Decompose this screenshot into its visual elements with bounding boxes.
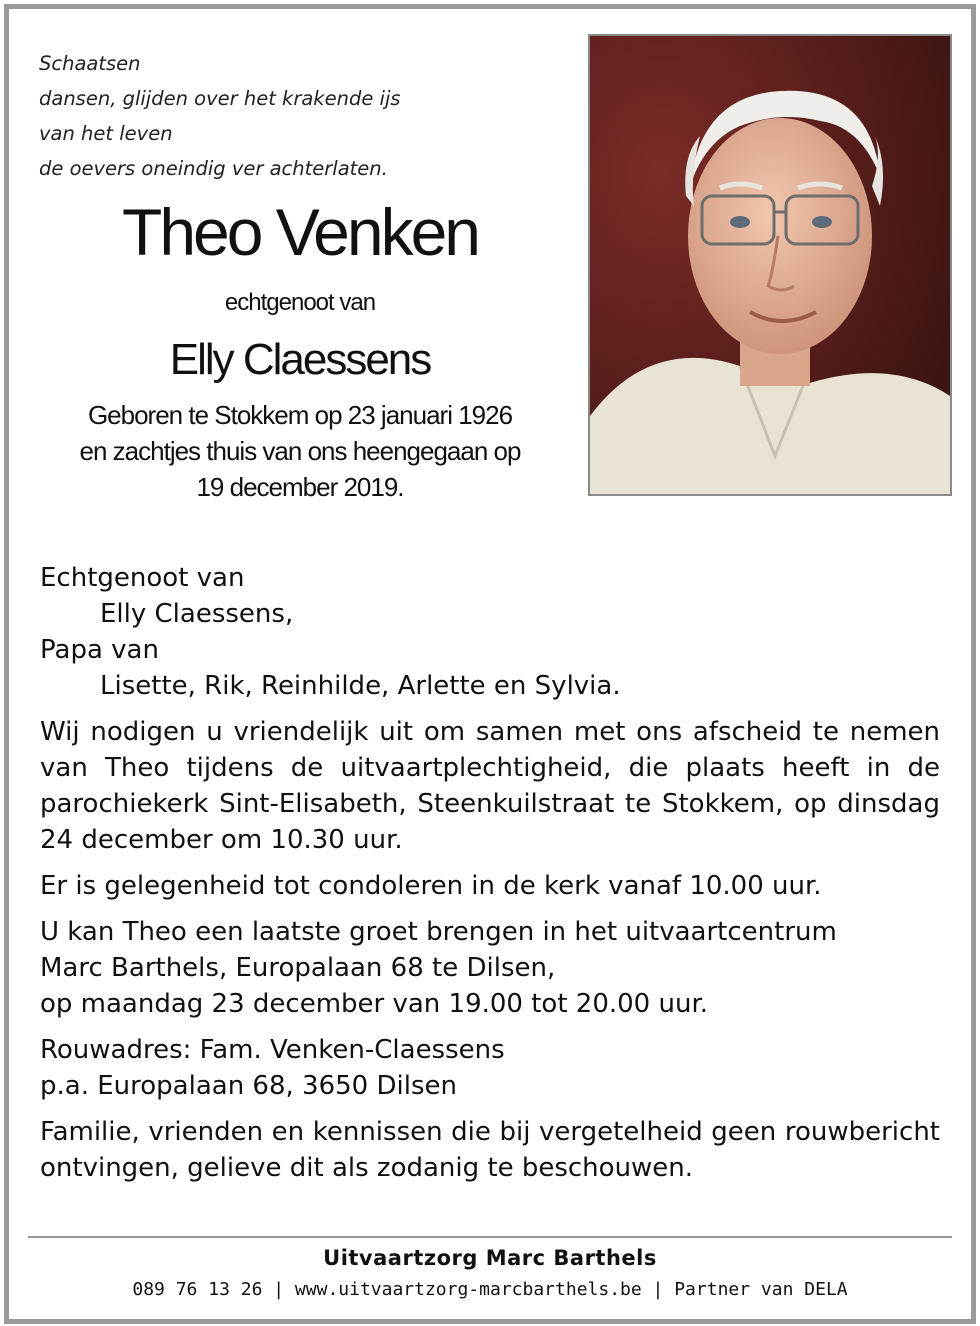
funeral-company-contact: 089 76 13 26 | www.uitvaartzorg-marcbarthels.be | Partner van DELA [132,1279,848,1300]
announcement-body [40,560,940,1186]
poem-line: de oevers oneindig ver achterlaten. [39,157,388,180]
spouse-entry: Elly Claessens, [100,599,294,629]
dates-line: en zachtjes thuis van ons heengegaan op [79,436,521,466]
poem-line: Schaatsen [39,52,141,75]
address-line: Rouwadres: Fam. Venken-Claessens [40,1035,505,1065]
address-line: p.a. Europalaan 68, 3650 Dilsen [40,1071,457,1101]
spouse-intro: echtgenoot van [224,289,376,316]
footer-divider [28,1236,952,1238]
invitation-paragraph: Wij nodigen u vriendelijk uit om samen met ons afscheid te nemen van Theo tijdens de uitvaartplechtigheid, die plaats heeft in de parochiekerk Sint-Elisabeth, Steenkuilstraat te Stokkem, op dinsdag 24 december om 10.30 uur. [40,717,940,855]
poem [39,46,401,186]
greeting-line: U kan Theo een laatste groet brengen in het uitvaartcentrum [40,917,837,947]
children-label: Papa van [40,635,159,665]
funeral-company-name: Uitvaartzorg Marc Barthels [323,1246,657,1270]
birth-death-dates [40,397,560,505]
poem-line: van het leven [39,122,173,145]
condolence-paragraph: Er is gelegenheid tot condoleren in de kerk vanaf 10.00 uur. [40,871,822,901]
greeting-line: Marc Barthels, Europalaan 68 te Dilsen, [40,953,556,983]
greeting-line: op maandag 23 december van 19.00 tot 20.00 uur. [40,989,709,1019]
poem-line: dansen, glijden over het krakende ijs [39,87,401,110]
dates-line: Geboren te Stokkem op 23 januari 1926 [87,400,513,430]
children-entry: Lisette, Rik, Reinhilde, Arlette en Sylvia. [100,671,621,701]
portrait-photo [588,34,952,496]
spouse-label: Echtgenoot van [40,563,245,593]
spouse-name: Elly Claessens [169,335,431,384]
deceased-name: Theo Venken [122,195,478,269]
dates-line: 19 december 2019. [196,472,404,502]
closing-paragraph: Familie, vrienden en kennissen die bij vergetelheid geen rouwbericht ontvingen, gelieve dit als zodanig te beschouwen. [40,1117,940,1183]
